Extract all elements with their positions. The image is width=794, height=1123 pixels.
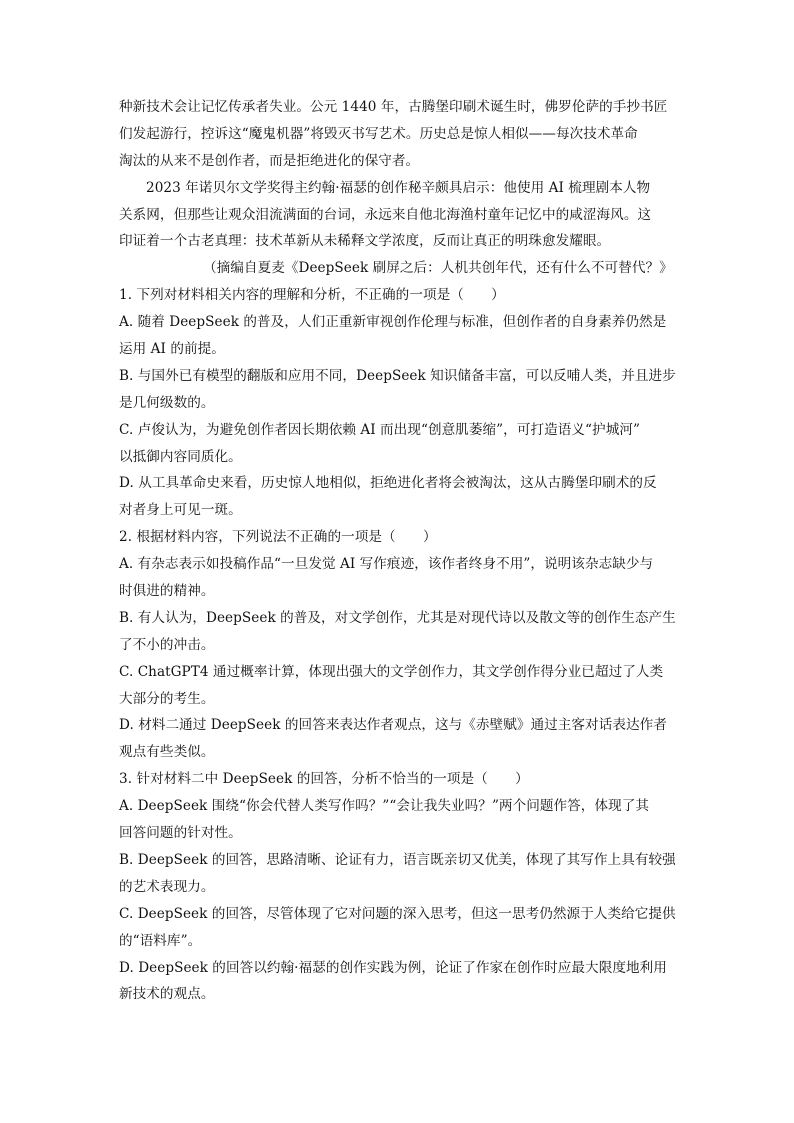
text-line: 种新技术会让记忆传承者失业。公元 1440 年，古腾堡印刷术诞生时，佛罗伦萨的手抄书匠 <box>119 99 668 115</box>
option-a[interactable] <box>119 551 679 605</box>
option-text: 是几何级数的。 <box>119 394 215 411</box>
option-text: D. 材料二通过 DeepSeek 的回答来表达作者观点，这与《赤壁赋》通过主客对话表达作者 <box>119 717 667 734</box>
option-c[interactable] <box>119 417 679 471</box>
option-d[interactable] <box>119 470 679 524</box>
option-text: 了不小的冲击。 <box>119 636 215 653</box>
option-text: 观点有些类似。 <box>119 744 215 761</box>
question-1 <box>119 282 679 524</box>
option-a[interactable] <box>119 793 679 847</box>
document-page <box>119 94 679 1008</box>
option-text: B. 有人认为，DeepSeek 的普及，对文学创作，尤其是对现代诗以及散文等的创作生态产生 <box>119 609 676 626</box>
text-line: 关系网，但那些让观众泪流满面的台词，永远来自他北海渔村童年记忆中的咸涩海风。这 <box>119 206 652 223</box>
option-text: C. ChatGPT4 通过概率计算，体现出强大的文学创作力，其文学创作得分业已超过了人类 <box>119 663 664 680</box>
text-line: 2023 年诺贝尔文学奖得主约翰·福瑟的创作秘辛颇具启示：他使用 AI 梳理剧本人物 <box>146 179 651 196</box>
option-text: 以抵御内容同质化。 <box>119 448 242 465</box>
option-b[interactable] <box>119 605 679 659</box>
option-text: 运用 AI 的前提。 <box>119 341 225 358</box>
option-text: 的“语料库”。 <box>119 932 202 949</box>
option-b[interactable] <box>119 847 679 901</box>
question-2 <box>119 524 679 766</box>
option-text: 的艺术表现力。 <box>119 878 215 895</box>
option-text: A. 有杂志表示如投稿作品“一旦发觉 AI 写作痕迹，该作者终身不用”，说明该杂志缺少与 <box>119 556 654 573</box>
option-c[interactable] <box>119 659 679 713</box>
question-3 <box>119 766 679 1008</box>
text-line: 们发起游行，控诉这“魔鬼机器”将毁灭书写艺术。历史总是惊人相似——每次技术革命 <box>119 125 638 142</box>
question-stem: 1. 下列对材料相关内容的理解和分析，不正确的一项是（ ） <box>119 287 505 304</box>
paragraph-tech-history <box>119 94 679 175</box>
option-text: 回答问题的针对性。 <box>119 825 242 842</box>
option-text: B. DeepSeek 的回答，思路清晰、论证有力，语言既亲切又优美，体现了其写作上具有较强 <box>119 851 676 868</box>
option-c[interactable] <box>119 901 679 955</box>
option-text: 时俱进的精神。 <box>119 583 215 600</box>
source-citation: （摘编自夏麦《DeepSeek 刷屏之后：人机共创年代，还有什么不可替代？》 <box>203 260 673 277</box>
option-d[interactable] <box>119 712 679 766</box>
option-text: B. 与国外已有模型的翻版和应用不同，DeepSeek 知识储备丰富，可以反哺人类，并且进步 <box>119 367 676 384</box>
option-text: C. DeepSeek 的回答，尽管体现了它对问题的深入思考，但这一思考仍然源于人类给它提供 <box>119 905 676 922</box>
text-line: 印证着一个古老真理：技术革新从未稀释文学浓度，反而让真正的明珠愈发耀眼。 <box>119 233 611 250</box>
paragraph-fosse <box>119 175 679 256</box>
question-stem: 2. 根据材料内容，下列说法不正确的一项是（ ） <box>119 529 437 546</box>
option-a[interactable] <box>119 309 679 363</box>
option-text: 新技术的观点。 <box>119 986 215 1003</box>
option-text: A. 随着 DeepSeek 的普及，人们正重新审视创作伦理与标准，但创作者的自身素养仍然是 <box>119 314 667 331</box>
text-line: 淘汰的从来不是创作者，而是拒绝进化的保守者。 <box>119 152 420 169</box>
option-text: D. DeepSeek 的回答以约翰·福瑟的创作实践为例，论证了作家在创作时应最大限度地利用 <box>119 959 667 976</box>
option-text: 大部分的考生。 <box>119 690 215 707</box>
option-text: C. 卢俊认为，为避免创作者因长期依赖 AI 而出现“创意肌萎缩”，可打造语义“护城河” <box>119 421 640 438</box>
option-b[interactable] <box>119 363 679 417</box>
option-d[interactable] <box>119 955 679 1009</box>
option-text: A. DeepSeek 围绕“你会代替人类写作吗？”“会让我失业吗？”两个问题作答，体现了其 <box>119 798 650 815</box>
option-text: D. 从工具革命史来看，历史惊人地相似，拒绝进化者将会被淘汰，这从古腾堡印刷术的反 <box>119 475 657 492</box>
question-stem: 3. 针对材料二中 DeepSeek 的回答，分析不恰当的一项是（ ） <box>119 771 529 788</box>
option-text: 对者身上可见一斑。 <box>119 502 242 519</box>
